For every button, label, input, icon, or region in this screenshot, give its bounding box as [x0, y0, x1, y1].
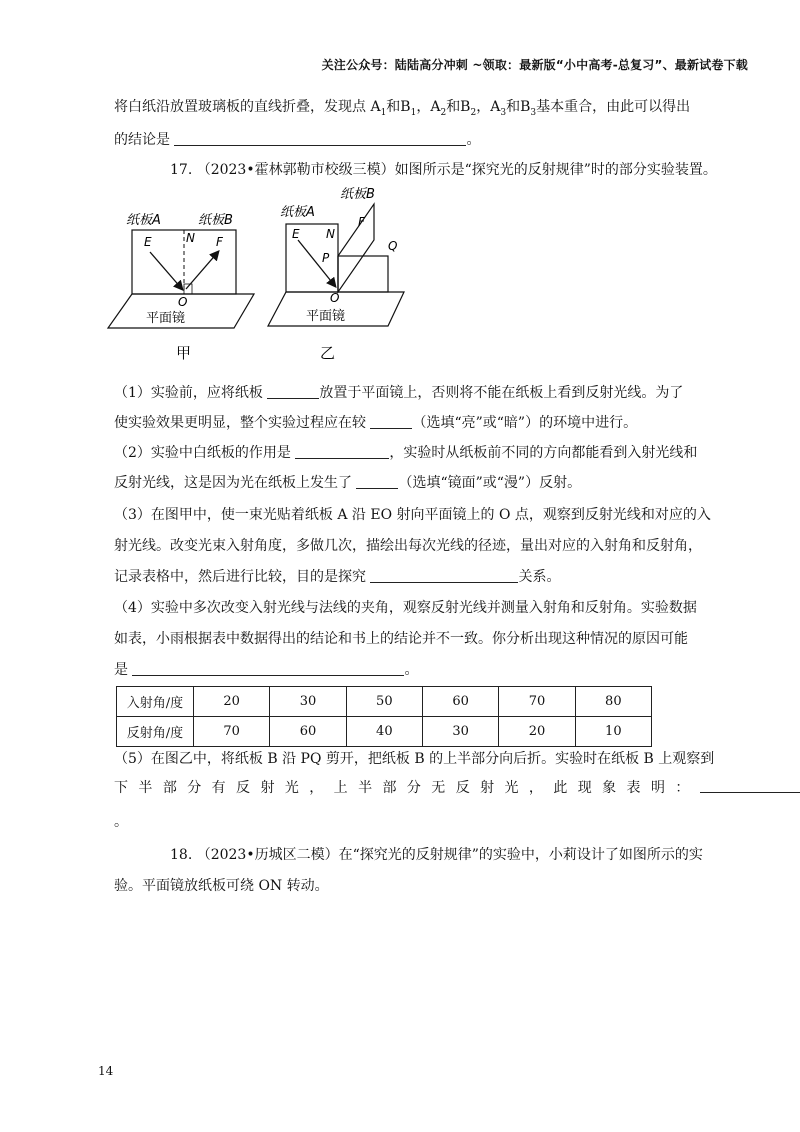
char: 光	[284, 780, 299, 796]
char: 明	[650, 780, 665, 796]
figure-jia	[104, 196, 264, 366]
table-cell: 80	[575, 687, 651, 717]
text: 关系。	[518, 569, 561, 585]
label-f: F	[216, 235, 223, 249]
char: ，	[309, 780, 324, 796]
table-cell: 50	[346, 687, 422, 717]
reflected-ray	[186, 252, 218, 289]
table-cell: 20	[499, 717, 575, 747]
label-o: O	[178, 295, 188, 309]
char: 光	[504, 780, 519, 796]
text: 将白纸沿放置玻璃板的直线折叠，发现点 A	[114, 99, 381, 115]
label-n: N	[326, 227, 335, 241]
q17-title: 17. （2023•霍林郭勒市校级三模）如图所示是“探究光的反射规律”时的部分实验装置。	[170, 162, 717, 178]
answer-blank[interactable]	[132, 661, 404, 676]
q17-p3-line2: 射光线。改变光束入射角度，多做几次，描绘出每次光线的径迹，量出对应的入射角和反射角，	[114, 538, 702, 554]
table-row	[117, 717, 652, 747]
char: 反	[236, 780, 251, 796]
label-board-b: 纸板B	[198, 213, 233, 228]
text: 记录表格中，然后进行比较，目的是探究	[114, 569, 366, 585]
q17-p5-line1: （5）在图乙中，将纸板 B 沿 PQ 剪开，把纸板 B 的上半部分向后折。实验时在纸板 B 上观察到	[114, 751, 715, 767]
q17-p5-line2	[114, 778, 800, 798]
table-cell: 70	[194, 717, 270, 747]
char: 部	[162, 780, 177, 796]
table-cell: 30	[270, 687, 346, 717]
q17-p1-line2	[114, 413, 637, 433]
text: 和B	[446, 99, 471, 115]
char: 反	[455, 780, 470, 796]
label-f: F	[358, 215, 365, 229]
answer-blank[interactable]	[295, 444, 389, 459]
char: ，	[528, 780, 543, 796]
text: 放置于平面镜上，否则将不能在纸板上看到反射光线。为了	[319, 385, 684, 401]
char: 有	[211, 780, 226, 796]
table-cell: 60	[270, 717, 346, 747]
char: 无	[431, 780, 446, 796]
table-cell: 10	[575, 717, 651, 747]
char: 现	[577, 780, 592, 796]
q16-line2	[114, 130, 480, 150]
label-jia: 甲	[176, 344, 192, 362]
table-cell: 30	[422, 717, 498, 747]
label-mirror: 平面镜	[306, 309, 346, 324]
subscript: 3	[500, 107, 507, 118]
q17-p4-line3	[114, 660, 418, 680]
answer-blank[interactable]	[700, 778, 800, 793]
subscript: 1	[380, 107, 387, 118]
page-header: 关注公众号：陆陆高分冲刺 ~领取：最新版“小中高考-总复习”、最新试卷下载	[321, 58, 748, 72]
text: 的结论是	[114, 132, 170, 148]
q17-p2-line1	[114, 443, 697, 463]
text: 使实验效果更明显，整个实验过程应在较	[114, 415, 366, 431]
subscript: 2	[470, 107, 477, 118]
table-row	[117, 687, 652, 717]
text: 反射光线，这是因为光在纸板上发生了	[114, 475, 352, 491]
char: 分	[187, 780, 202, 796]
label-p: P	[322, 251, 330, 265]
q17-p4-line1: （4）实验中多次改变入射光线与法线的夹角，观察反射光线并测量入射角和反射角。实验数据	[114, 600, 697, 616]
label-n: N	[186, 231, 195, 245]
text: 是	[114, 662, 128, 678]
label-e: E	[292, 227, 300, 241]
q18-line1: 18. （2023•历城区二模）在“探究光的反射规律”的实验中，小莉设计了如图所示的实	[170, 847, 703, 863]
char: 上	[333, 780, 348, 796]
figure-yi	[264, 180, 434, 366]
subscript: 3	[530, 107, 537, 118]
answer-blank[interactable]	[356, 474, 398, 489]
board-b-upper	[338, 204, 374, 292]
char: 半	[358, 780, 373, 796]
label-mirror: 平面镜	[146, 311, 186, 326]
label-board-a: 纸板A	[126, 213, 161, 228]
q17-p2-line2	[114, 473, 581, 493]
label-yi: 乙	[320, 344, 336, 362]
subscript: 2	[440, 107, 447, 118]
char: 象	[602, 780, 617, 796]
q16-line1	[114, 97, 690, 123]
text: （选填“镜面”或“漫”）反射。	[398, 475, 582, 491]
right-angle-mark	[184, 284, 192, 294]
label-board-a: 纸板A	[280, 205, 315, 220]
q17-p5-line3: 。	[114, 814, 128, 830]
table-cell: 40	[346, 717, 422, 747]
text: ，A	[476, 99, 501, 115]
text: （1）实验前，应将纸板	[114, 385, 263, 401]
text: 。	[404, 662, 419, 678]
answer-blank[interactable]	[174, 131, 466, 146]
char: 射	[480, 780, 495, 796]
text: 和B	[506, 99, 531, 115]
page-number: 14	[98, 1064, 114, 1078]
row-header: 入射角/度	[117, 687, 194, 717]
table-cell: 70	[499, 687, 575, 717]
table-cell: 60	[422, 687, 498, 717]
char: 下	[114, 780, 128, 796]
label-o: O	[330, 291, 340, 305]
char: 部	[382, 780, 397, 796]
label-q: Q	[388, 239, 398, 253]
incident-ray	[298, 240, 335, 286]
char: 半	[138, 780, 153, 796]
table-cell: 20	[194, 687, 270, 717]
q17-p1-line1	[114, 383, 683, 403]
text: 。	[466, 132, 481, 148]
text: 和B	[386, 99, 411, 115]
text: ，A	[416, 99, 441, 115]
char: ：	[675, 780, 690, 796]
board-b-lower	[338, 256, 388, 292]
q17-p3-line1: （3）在图甲中，使一束光贴着纸板 A 沿 EO 射向平面镜上的 O 点，观察到反射光线和对应的入	[114, 507, 711, 523]
incident-ray	[150, 252, 182, 289]
char: 射	[260, 780, 275, 796]
label-board-b: 纸板B	[340, 187, 375, 202]
answer-blank[interactable]	[370, 568, 518, 583]
label-e: E	[144, 235, 152, 249]
subscript: 1	[410, 107, 417, 118]
row-header: 反射角/度	[117, 717, 194, 747]
angle-data-table	[116, 686, 652, 747]
answer-blank[interactable]	[267, 384, 319, 399]
q17-p3-line3	[114, 567, 560, 587]
answer-blank[interactable]	[370, 414, 412, 429]
char: 分	[406, 780, 421, 796]
text: 基本重合，由此可以得出	[536, 99, 691, 115]
text: （2）实验中白纸板的作用是	[114, 445, 291, 461]
text: （选填“亮”或“暗”）的环境中进行。	[412, 415, 638, 431]
char: 表	[626, 780, 641, 796]
q18-line2: 验。平面镜放纸板可绕 ON 转动。	[114, 878, 329, 894]
char: 此	[553, 780, 568, 796]
text: ，实验时从纸板前不同的方向都能看到入射光线和	[389, 445, 698, 461]
q17-p4-line2: 如表，小雨根据表中数据得出的结论和书上的结论并不一致。你分析出现这种情况的原因可能	[114, 631, 688, 647]
